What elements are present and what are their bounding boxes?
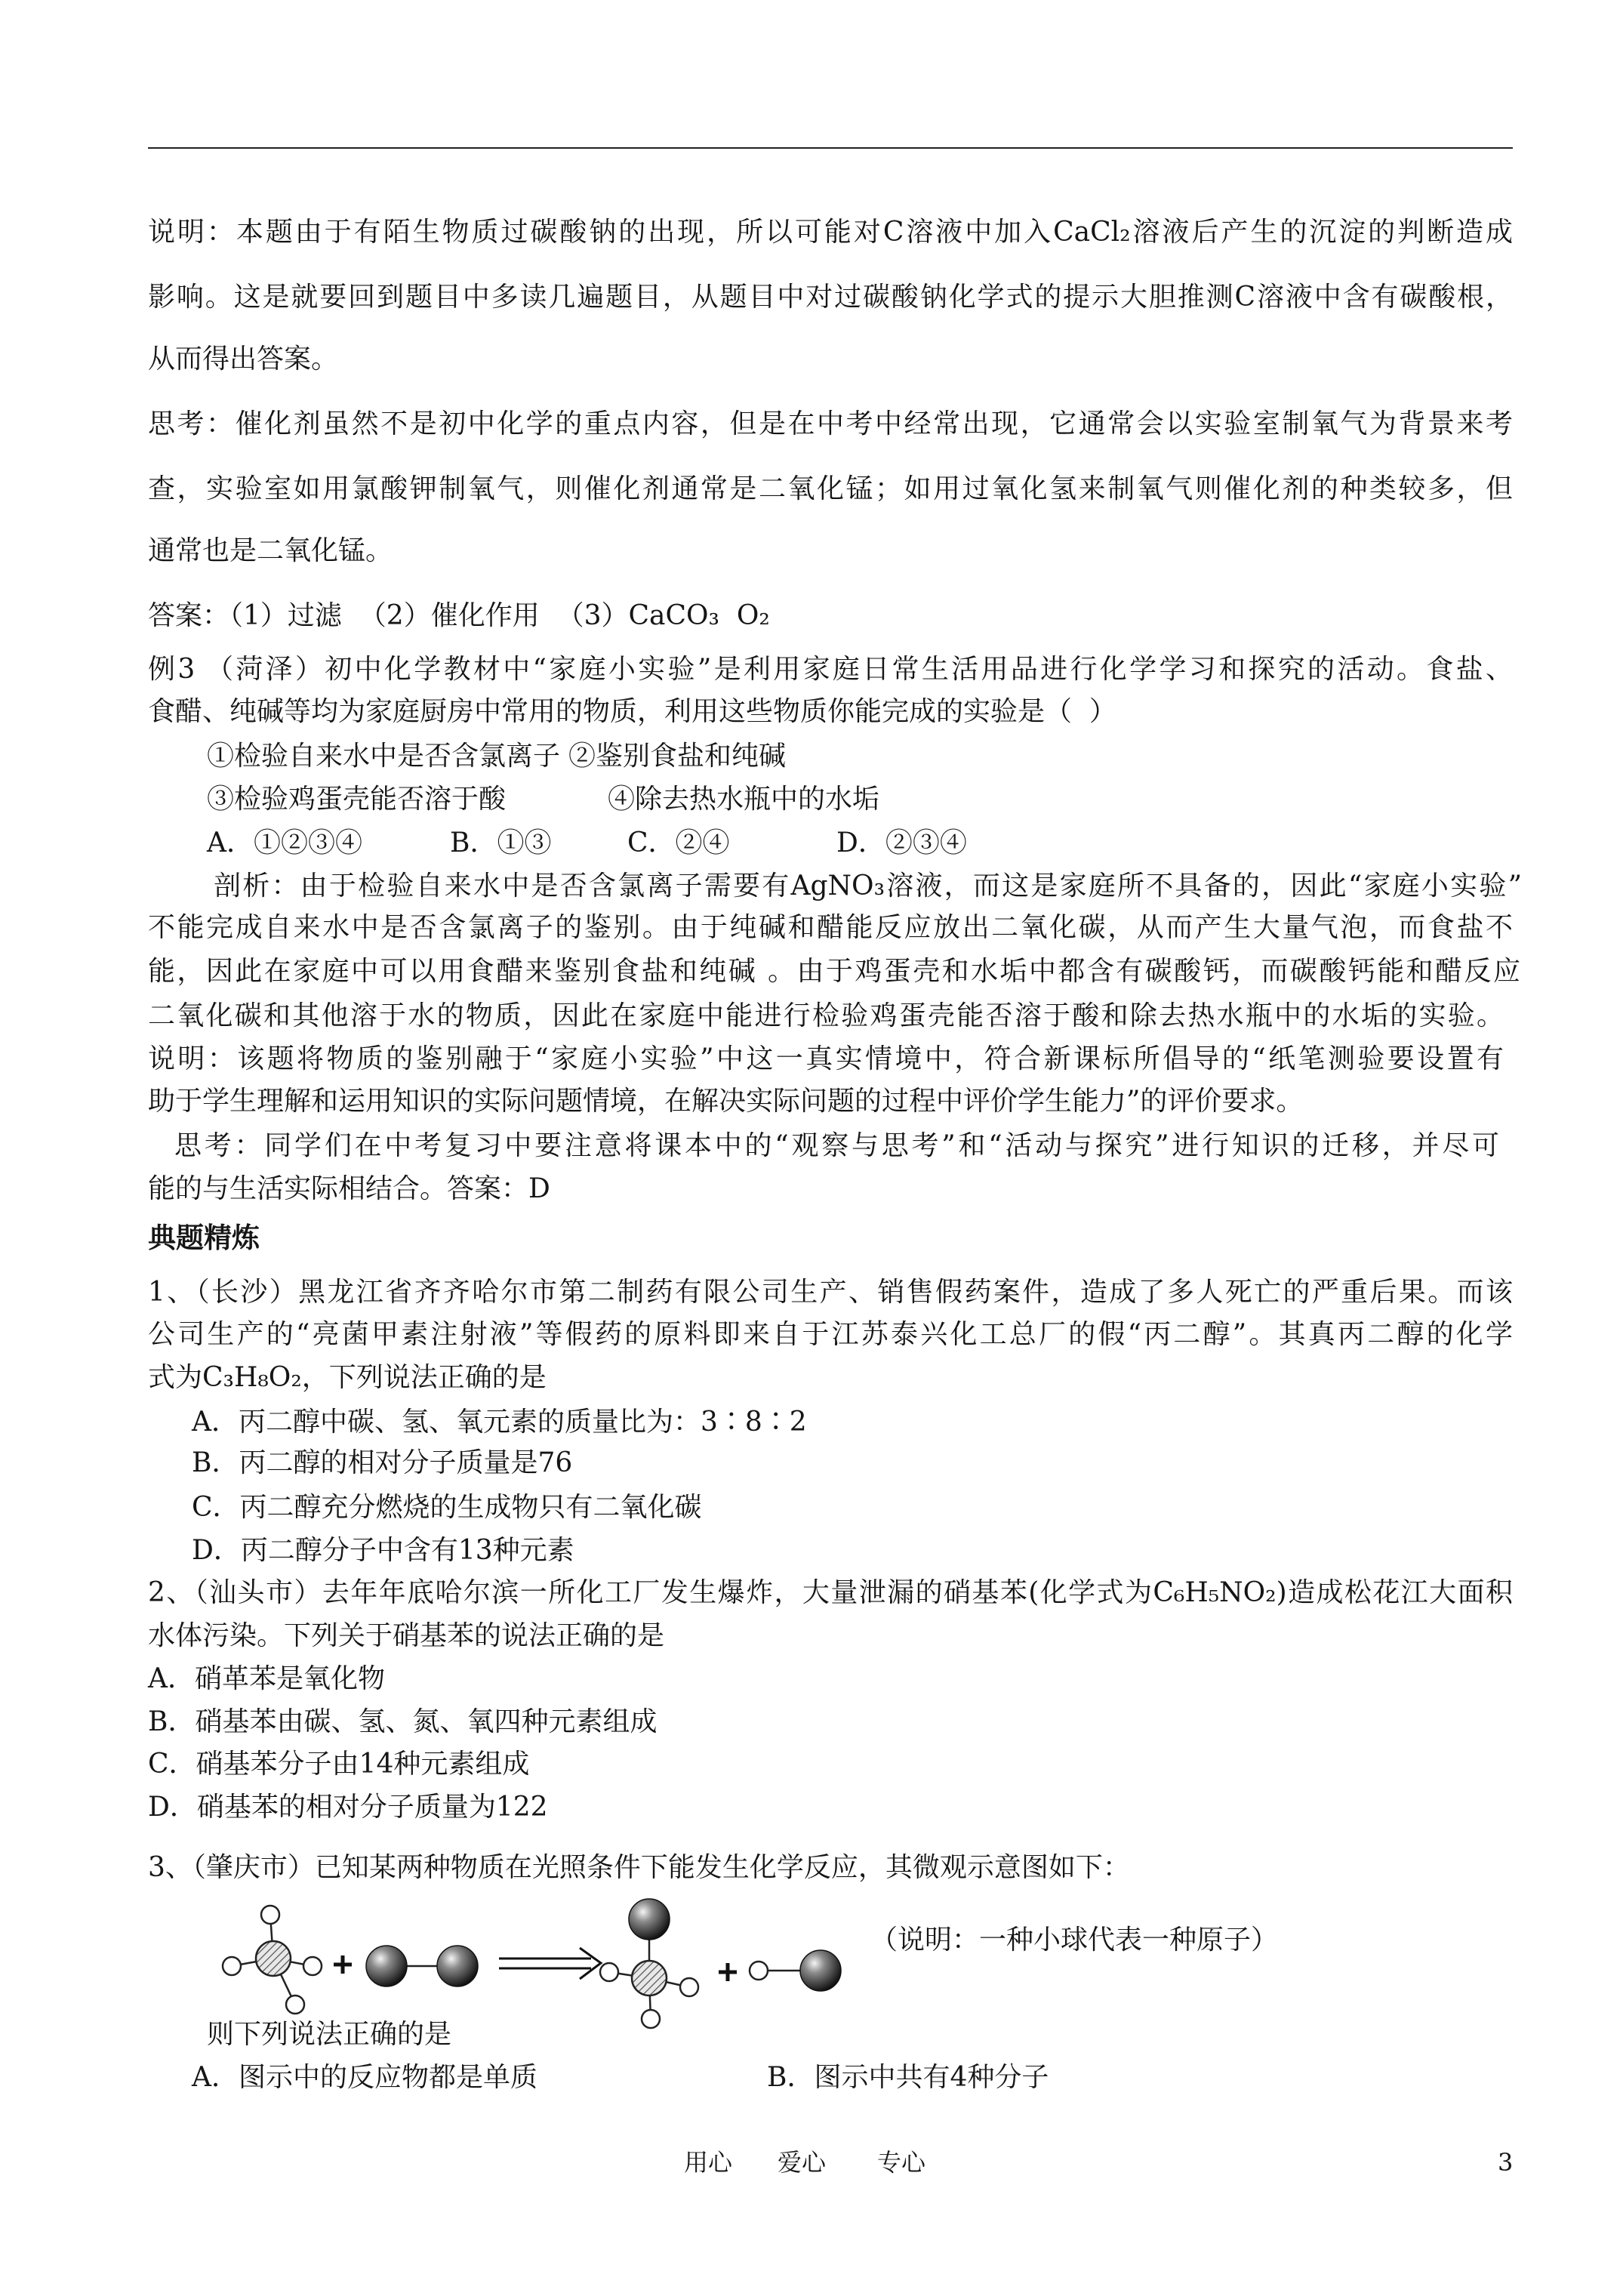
product-molecule-2 <box>750 1950 841 1991</box>
answer-line: 答案：（1）过滤 （2）催化作用 （3）CaCO₃ O₂ <box>148 600 770 631</box>
reactant-molecule-1 <box>223 1906 322 2014</box>
small-white-atom-icon <box>261 1906 279 1924</box>
small-white-atom-icon <box>303 1957 322 1975</box>
header-rule <box>148 147 1513 149</box>
footer-word: 专心 <box>877 2148 926 2177</box>
product-molecule-1 <box>600 1899 698 2028</box>
small-white-atom-icon <box>286 1996 304 2014</box>
example-choice: C．②④ <box>627 827 730 858</box>
q2-option: B．硝基苯由碳、氢、氮、氧四种元素组成 <box>148 1706 658 1737</box>
small-white-atom-icon <box>642 2010 660 2028</box>
hatched-atom-icon <box>632 1961 667 1996</box>
small-white-atom-icon <box>680 1978 698 1996</box>
plus-icon <box>719 1963 737 1981</box>
example-choice: A．①②③④ <box>207 827 362 858</box>
page-number: 3 <box>1498 2148 1514 2177</box>
analysis-line: 二氧化碳和其他溶于水的物质，因此在家庭中能进行检验鸡蛋壳能否溶于酸和除去热水瓶中的水垢的实验。 <box>148 1000 1504 1031</box>
dark-ball-atom-icon <box>800 1950 841 1991</box>
small-white-atom-icon <box>600 1963 618 1981</box>
q2-option: C．硝基苯分子由14种元素组成 <box>148 1749 530 1780</box>
explanation-line: 影响。这是就要回到题目中多读几遍题目，从题目中对过碳酸钠化学式的提示大胆推测C溶液中含有碳酸根， <box>148 282 1513 313</box>
q1-option: D．丙二醇分子中含有13种元素 <box>192 1535 574 1566</box>
q2-stem-line: 2、（汕头市）去年年底哈尔滨一所化工厂发生爆炸，大量泄漏的硝基苯(化学式为C₆H₅NO₂)造成松花江大面积 <box>148 1577 1513 1608</box>
note-line: 说明：该题将物质的鉴别融于“家庭小实验”中这一真实情境中，符合新课标所倡导的“纸笔测验要设置有 <box>148 1043 1504 1074</box>
example-choice: D．②③④ <box>836 827 967 858</box>
example-item: ②鉴别食盐和纯碱 <box>568 741 787 772</box>
analysis-line: 剖析：由于检验自来水中是否含氯离子需要有AgNO₃溶液，而这是家庭所不具备的，因此“家庭小实验” <box>214 871 1522 901</box>
small-white-atom-icon <box>750 1962 768 1980</box>
thinking-line: 通常也是二氧化锰。 <box>148 535 393 566</box>
diagram-note: （说明：一种小球代表一种原子） <box>870 1925 1279 1955</box>
dark-ball-atom-icon <box>366 1946 407 1986</box>
note-line: 助于学生理解和运用知识的实际问题情境，在解决实际问题的过程中评价学生能力”的评价要求。 <box>148 1086 1304 1117</box>
q2-option: D．硝基苯的相对分子质量为122 <box>148 1792 548 1823</box>
explanation-line: 从而得出答案。 <box>148 344 339 374</box>
analysis-line: 能，因此在家庭中可以用食醋来鉴别食盐和纯碱 。由于鸡蛋壳和水垢中都含有碳酸钙，而碳酸钙能和醋反应 <box>148 956 1520 987</box>
dark-ball-atom-icon <box>437 1946 478 1986</box>
explanation-line: 说明：本题由于有陌生物质过碳酸钠的出现，所以可能对C溶液中加入CaCl₂溶液后产生的沉淀的判断造成 <box>148 217 1513 248</box>
example-item: ④除去热水瓶中的水垢 <box>608 784 880 815</box>
section-title: 典题精炼 <box>148 1221 260 1254</box>
q2-option: A．硝革苯是氧化物 <box>148 1663 385 1694</box>
thinking-line: 查，实验室如用氯酸钾制氧气，则催化剂通常是二氧化锰；如用过氧化氢来制氧气则催化剂的种类较多，但 <box>148 473 1513 504</box>
q3-prompt: 则下列说法正确的是 <box>207 2019 452 2050</box>
dark-ball-atom-icon <box>629 1899 670 1940</box>
small-white-atom-icon <box>223 1957 241 1975</box>
q1-option: B．丙二醇的相对分子质量是76 <box>192 1447 573 1478</box>
example-question-line: 例3 （菏泽）初中化学教材中“家庭小实验”是利用家庭日常生活用品进行化学学习和探究的活动。食盐、 <box>148 654 1513 685</box>
analysis-line: 不能完成自来水中是否含氯离子的鉴别。由于纯碱和醋能反应放出二氧化碳，从而产生大量气泡，而食盐不 <box>148 912 1513 943</box>
example-thinking-line: 能的与生活实际相结合。答案：D <box>148 1173 550 1204</box>
example-item: ③检验鸡蛋壳能否溶于酸 <box>207 784 507 815</box>
q1-stem-line: 1、（长沙）黑龙江省齐齐哈尔市第二制药有限公司生产、销售假药案件，造成了多人死亡的严重后果。而该 <box>148 1277 1513 1308</box>
q1-stem-line: 公司生产的“亮菌甲素注射液”等假药的原料即来自于江苏泰兴化工总厂的假“丙二醇”。其真丙二醇的化学 <box>148 1319 1513 1350</box>
footer-word: 用心 <box>684 2148 733 2177</box>
double-arrow-icon <box>499 1948 601 1979</box>
q1-option: C．丙二醇充分燃烧的生成物只有二氧化碳 <box>192 1492 702 1523</box>
hatched-atom-icon <box>256 1941 291 1976</box>
q1-option: A．丙二醇中碳、氢、氧元素的质量比为：3∶8∶2 <box>192 1407 807 1438</box>
q3-stem-line: 3、（肇庆市）已知某两种物质在光照条件下能发生化学反应，其微观示意图如下： <box>148 1852 1130 1883</box>
plus-icon <box>334 1955 352 1974</box>
q3-option: A．图示中的反应物都是单质 <box>192 2062 537 2093</box>
thinking-line: 思考：催化剂虽然不是初中化学的重点内容，但是在中考中经常出现，它通常会以实验室制氧气为背景来考 <box>148 408 1513 439</box>
footer-word: 爱心 <box>778 2148 827 2177</box>
q2-stem-line: 水体污染。下列关于硝基苯的说法正确的是 <box>148 1620 665 1651</box>
q3-option: B．图示中共有4种分子 <box>767 2062 1049 2093</box>
example-item: ①检验自来水中是否含氯离子 <box>207 741 561 772</box>
q1-stem-line: 式为C₃H₈O₂，下列说法正确的是 <box>148 1362 547 1393</box>
example-question-line: 食醋、纯碱等均为家庭厨房中常用的物质，利用这些物质你能完成的实验是（ ） <box>148 696 1116 727</box>
reaction-diagram <box>211 1895 845 2031</box>
reactant-molecule-2 <box>366 1946 478 1986</box>
example-thinking-line: 思考：同学们在中考复习中要注意将课本中的“观察与思考”和“活动与探究”进行知识的迁移，并尽可 <box>174 1130 1499 1161</box>
example-choice: B．①③ <box>450 827 552 858</box>
